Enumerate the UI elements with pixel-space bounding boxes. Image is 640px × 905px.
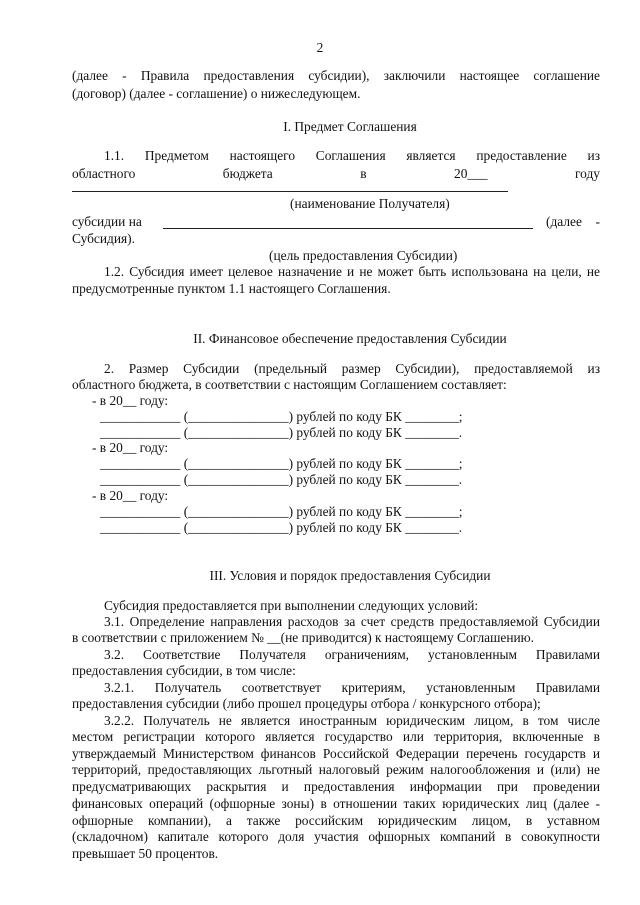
year-3-label: - в 20__ году:: [92, 488, 169, 503]
recipient-caption: (наименование Получателя): [290, 196, 450, 211]
clause-3-1-line-2: в соответствии с приложением № __(не приводится) к настоящему Соглашению.: [72, 630, 535, 645]
year-1-row-2: ____________ (_______________) рублей по коду БК ________.: [100, 425, 463, 440]
clause-2-line-1: 2. Размер Субсидии (предельный размер Субсидии), предоставляемой из: [104, 361, 600, 376]
page-number: 2: [316, 40, 324, 55]
intro-line-1: (далее - Правила предоставления субсидии), заключили настоящее соглашение: [72, 68, 600, 83]
clause-3-2-1-line-1: 3.2.1. Получатель соответствует критериям, установленным Правилами: [104, 680, 600, 695]
clause-3-2-2-line-1: 3.2.2. Получатель не является иностранным юридическим лицом, в том числе: [104, 713, 600, 728]
year-2-row-2: ____________ (_______________) рублей по коду БК ________.: [100, 472, 463, 487]
subsidy-label-end: (далее -: [546, 214, 600, 229]
clause-3-2-2-line-7: офшорные компании), а также российским юридическим лицом, в уставном: [72, 813, 600, 828]
clause-3-2-2-line-9: превышает 50 процентов.: [72, 846, 219, 861]
year-1-label: - в 20__ году:: [92, 393, 169, 408]
year-3-row-2: ____________ (_______________) рублей по коду БК ________.: [100, 520, 463, 535]
clause-3-2-line-2: предоставления субсидии, в том числе:: [72, 663, 296, 678]
year-2-row-1: ____________ (_______________) рублей по коду БК ________;: [100, 456, 463, 471]
clause-3-2-2-line-5: предусматривающих раскрытия и предоставления информации при проведении: [72, 779, 600, 794]
purpose-caption: (цель предоставления Субсидии): [269, 248, 458, 263]
year-3-row-1: ____________ (_______________) рублей по коду БК ________;: [100, 504, 463, 519]
subsidy-label-2: Субсидия).: [72, 231, 135, 246]
clause-3-2-2-line-4: территорий, предоставляющих льготный налоговый режим налогообложения и (или) не: [72, 762, 600, 777]
clause-3-1-line-1: 3.1. Определение направления расходов за счет средств предоставляемой Субсидии: [104, 614, 600, 629]
section-2-heading: II. Финансовое обеспечение предоставления Субсидии: [193, 331, 507, 346]
clause-3-2-2-line-8: (складочном) капитале которого доля участия офшорных компаний в совокупности: [72, 829, 600, 844]
clause-1-2-line-1: 1.2. Субсидия имеет целевое назначение и не может быть использована на цели, не: [104, 264, 600, 279]
recipient-name-line: [72, 191, 508, 192]
clause-3-2-2-line-2: местом регистрации которого является государство или территория, включенные в: [72, 729, 600, 744]
clause-2-line-2: областного бюджета, в соответствии с настоящим Соглашением составляет:: [72, 377, 507, 392]
clause-1-1-line-2: областного бюджета в 20___ году: [72, 166, 600, 181]
clause-3-2-2-line-6: финансовых операций (офшорные зоны) в отношении таких юридических лиц (далее -: [72, 796, 600, 811]
year-1-row-1: ____________ (_______________) рублей по коду БК ________;: [100, 409, 463, 424]
section-3-heading: III. Условия и порядок предоставления Субсидии: [209, 568, 491, 583]
clause-3-2-2-line-3: утверждаемый Министерством финансов Российской Федерации перечень государств и: [72, 746, 600, 761]
clause-1-2-line-2: предусмотренные пунктом 1.1 настоящего Соглашения.: [72, 281, 391, 296]
subsidy-purpose-line: [163, 228, 533, 229]
subsidy-label: субсидии на: [72, 214, 142, 229]
section-1-heading: I. Предмет Соглашения: [283, 119, 417, 134]
clause-3-2-1-line-2: предоставления субсидии (либо прошел процедуры отбора / конкурсного отбора);: [72, 696, 541, 711]
year-2-label: - в 20__ году:: [92, 440, 169, 455]
clause-3-2-line-1: 3.2. Соответствие Получателя ограничениям, установленным Правилами: [104, 647, 600, 662]
clause-1-1-line-1: 1.1. Предметом настоящего Соглашения является предоставление из: [104, 148, 600, 163]
conditions-intro: Субсидия предоставляется при выполнении следующих условий:: [104, 598, 479, 613]
intro-line-2: (договор) (далее - соглашение) о нижеследующем.: [72, 86, 361, 101]
